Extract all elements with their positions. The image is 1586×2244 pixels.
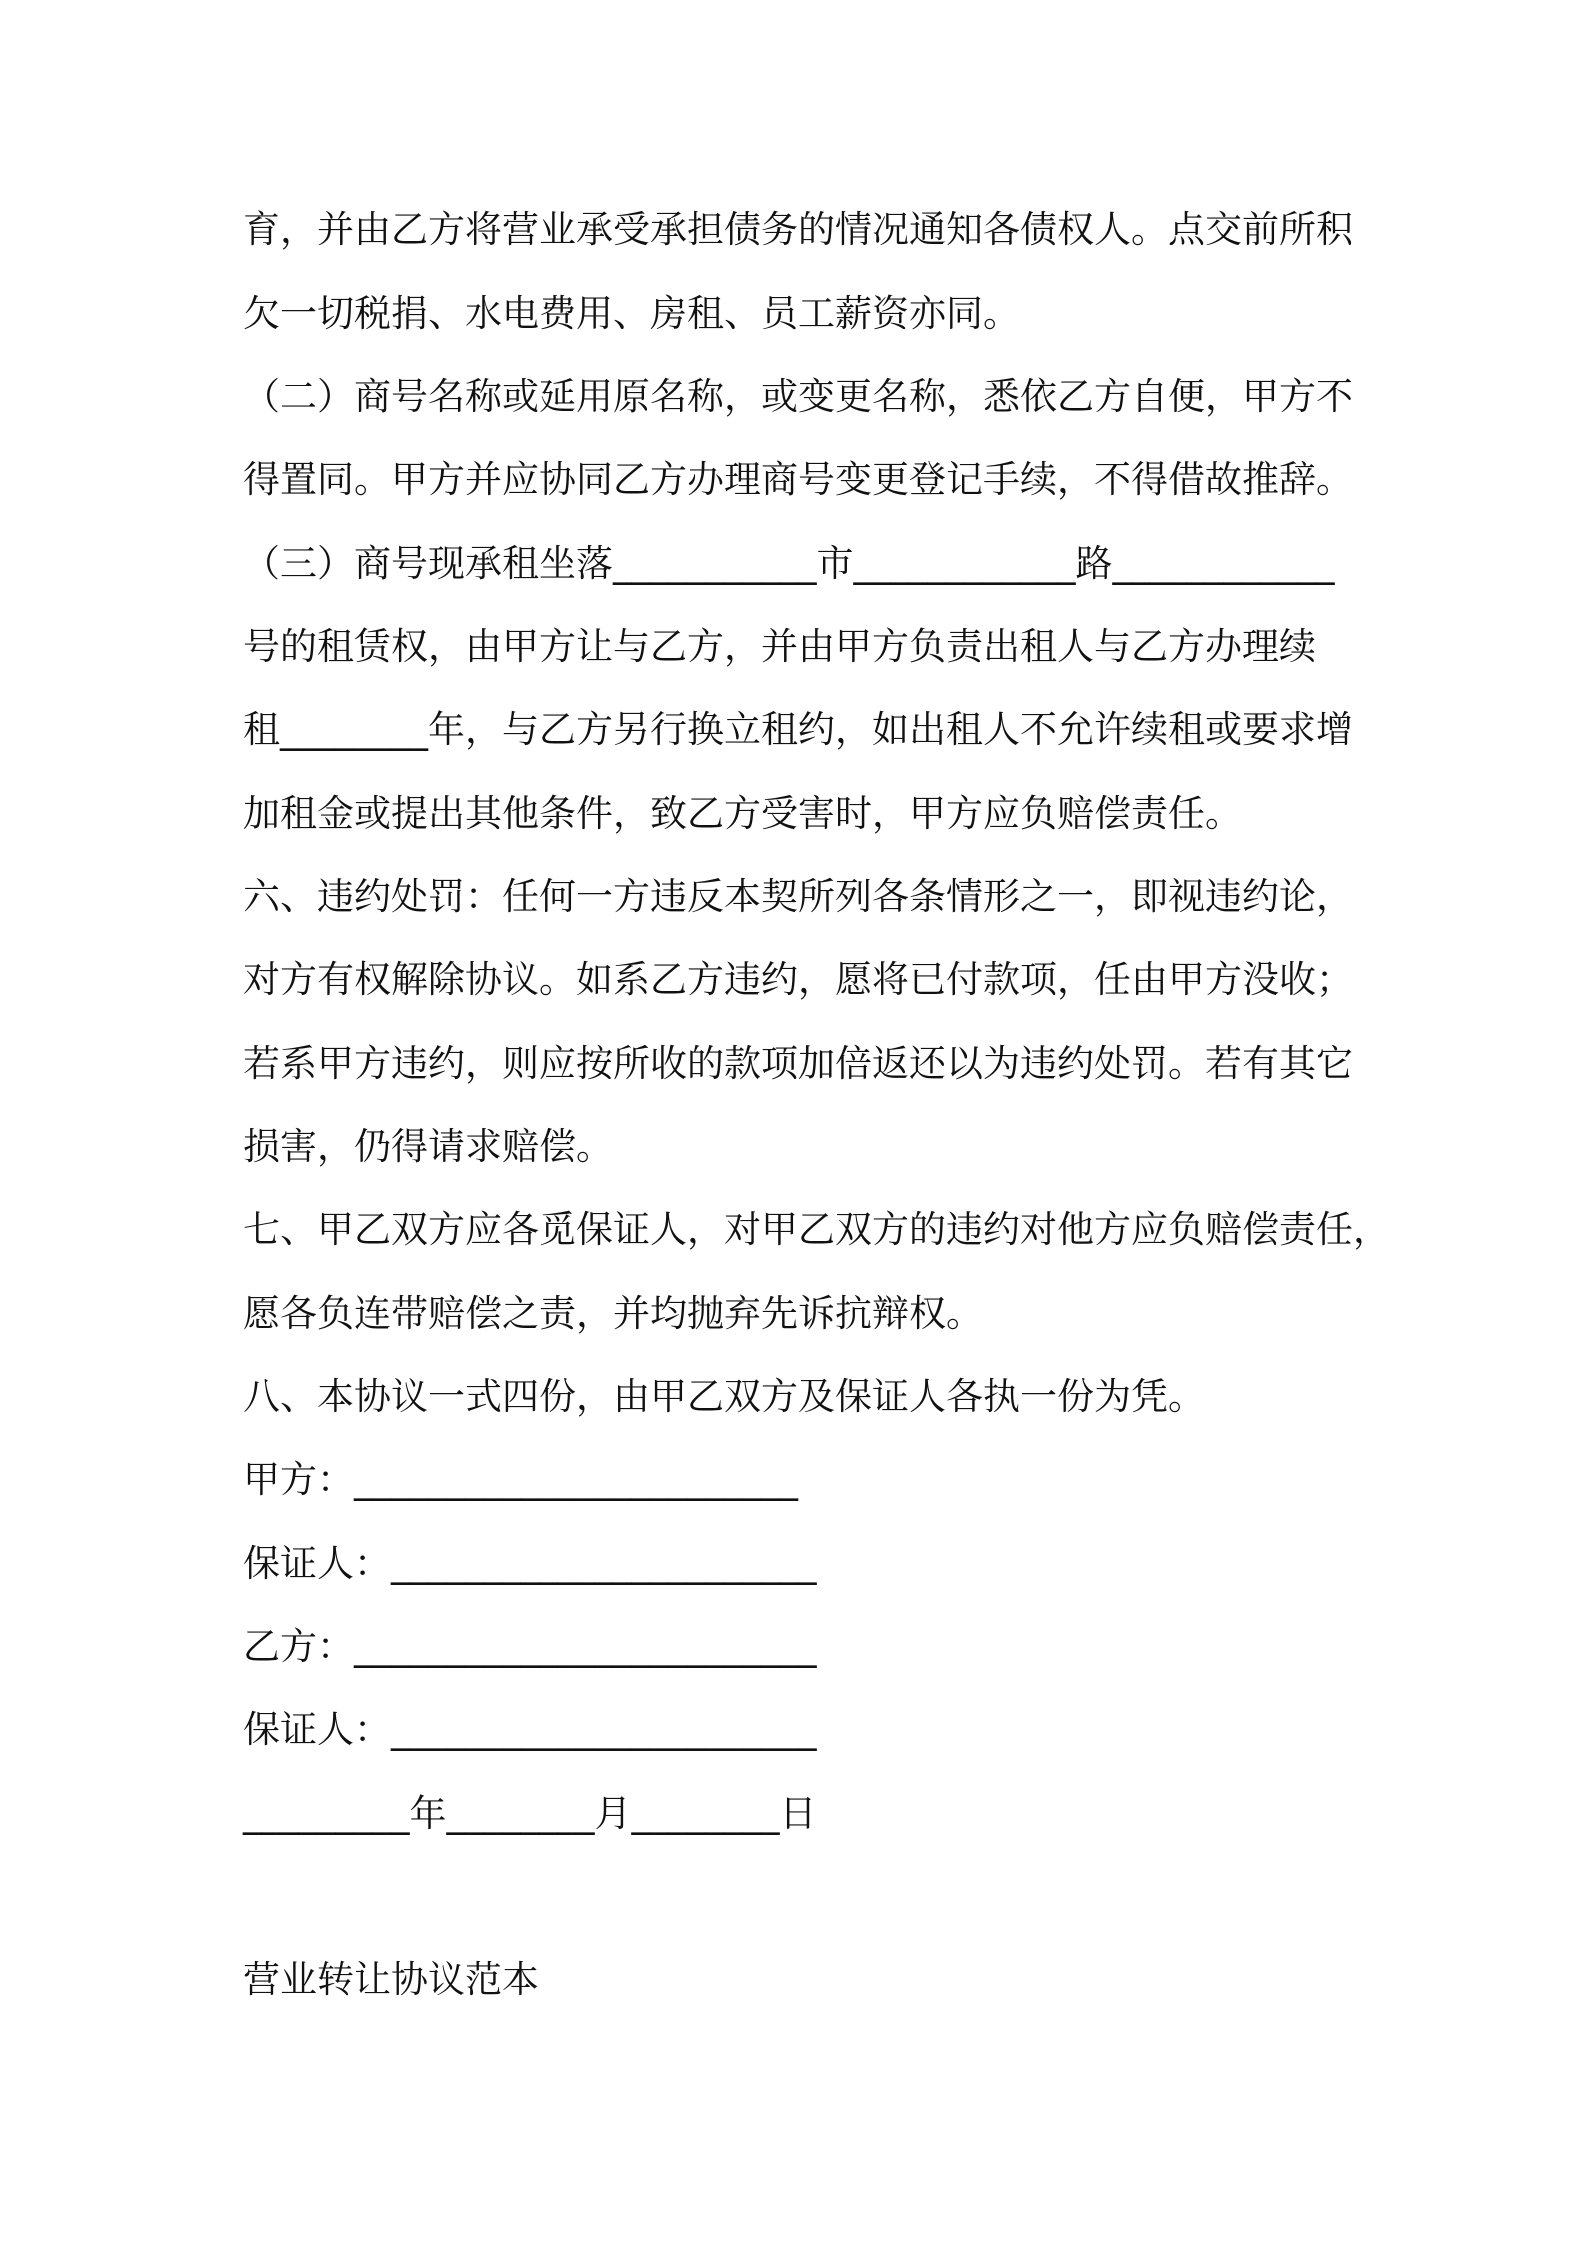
text-line-15: 八、本协议一式四份，由甲乙双方及保证人各执一份为凭。 xyxy=(243,1375,1205,1418)
text-line-14: 愿各负连带赔偿之责，并均抛弃先诉抗辩权。 xyxy=(243,1292,983,1335)
text-line-7: 租________年，与乙方另行换立租约，如出租人不允许续租或要求增 xyxy=(243,708,1353,751)
text-line-13: 七、甲乙双方应各觅保证人，对甲乙双方的违约对他方应负赔偿责任， xyxy=(243,1208,1390,1251)
text-line-6: 号的租赁权，由甲方让与乙方，并由甲方负责出租人与乙方办理续 xyxy=(243,625,1316,668)
signature-date: _________年________月________日 xyxy=(243,1792,817,1835)
text-line-3: （二）商号名称或延用原名称，或变更名称，悉依乙方自便，甲方不 xyxy=(243,375,1353,418)
text-line-9: 六、违约处罚：任何一方违反本契所列各条情形之一，即视违约论， xyxy=(243,875,1353,918)
signature-party-a: 甲方：________________________ xyxy=(243,1458,798,1501)
text-line-1: 育，并由乙方将营业承受承担债务的情况通知各债权人。点交前所积 xyxy=(243,208,1353,251)
text-line-8: 加租金或提出其他条件，致乙方受害时，甲方应负赔偿责任。 xyxy=(243,792,1242,835)
text-line-10: 对方有权解除协议。如系乙方违约，愿将已付款项，任由甲方没收； xyxy=(243,958,1353,1001)
signature-party-b: 乙方：_________________________ xyxy=(243,1625,817,1668)
signature-guarantor-a: 保证人：_______________________ xyxy=(243,1542,817,1585)
text-line-4: 得置同。甲方并应协同乙方办理商号变更登记手续，不得借故推辞。 xyxy=(243,458,1353,501)
signature-guarantor-b: 保证人：_______________________ xyxy=(243,1708,817,1751)
text-line-5: （三）商号现承租坐落___________市____________路____________ xyxy=(243,542,1335,585)
text-line-12: 损害，仍得请求赔偿。 xyxy=(243,1125,613,1168)
section-heading: 营业转让协议范本 xyxy=(243,1958,539,2001)
text-line-11: 若系甲方违约，则应按所收的款项加倍返还以为违约处罚。若有其它 xyxy=(243,1042,1353,1085)
text-line-2: 欠一切税捐、水电费用、房租、员工薪资亦同。 xyxy=(243,292,1020,335)
